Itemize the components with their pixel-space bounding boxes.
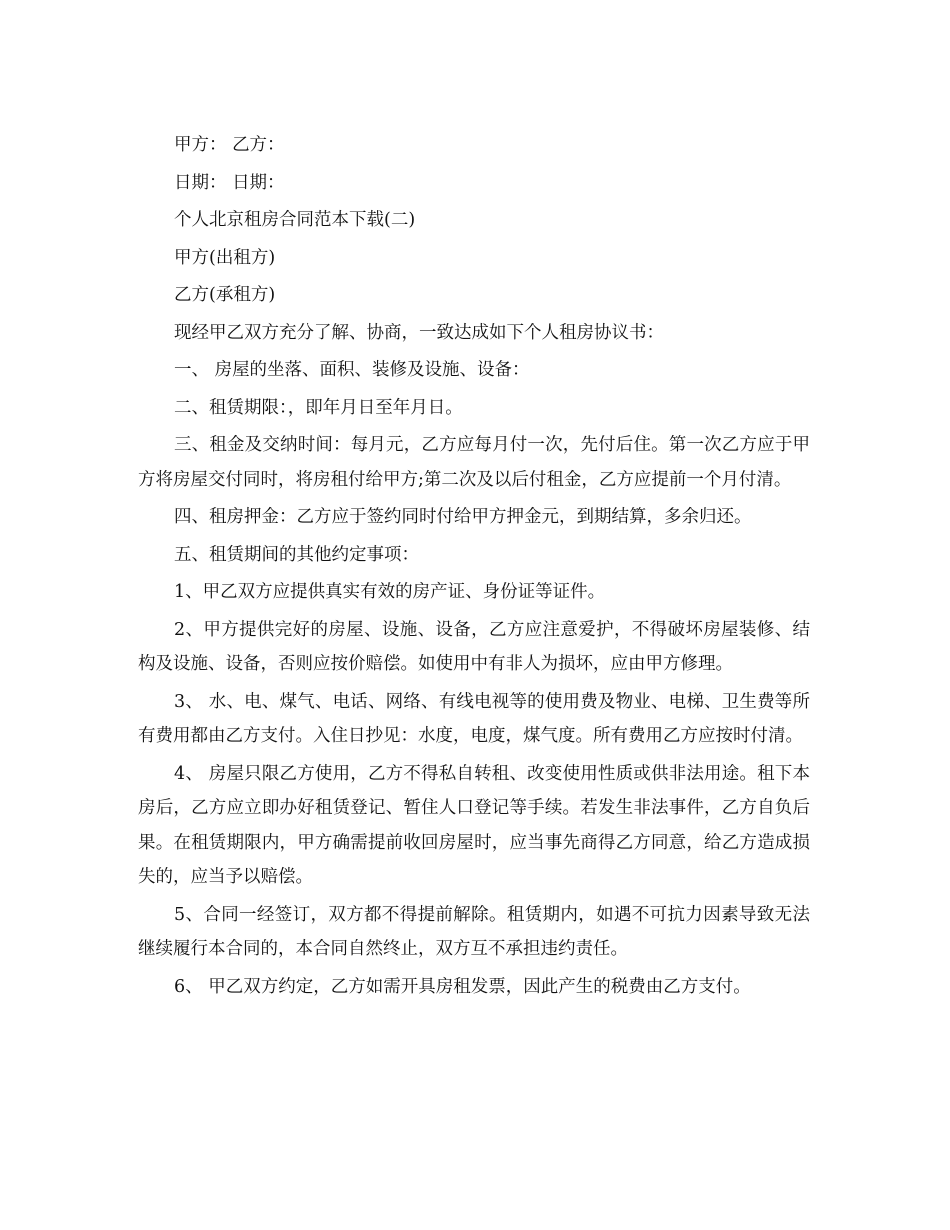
clause-4-deposit: 四、租房押金：乙方应于签约同时付给甲方押金元，到期结算，多余归还。 bbox=[174, 507, 752, 527]
term-item-2: 2、甲方提供完好的房屋、设施、设备，乙方应注意爱护，不得破坏房屋装修、结构及设施、设备，否则应按价赔偿。如使用中有非人为损坏，应由甲方修理。 bbox=[138, 619, 810, 674]
term-item-6: 6、 甲乙双方约定，乙方如需开具房租发票，因此产生的税费由乙方支付。 bbox=[174, 976, 751, 997]
term-item-4: 4、 房屋只限乙方使用，乙方不得私自转租、改变使用性质或供非法用途。租下本房后，乙方应立即办好租赁登记、暂住人口登记等手续。若发生非法事件，乙方自负后果。在租赁期限内，甲方确需提前收回房屋时，应当事先商得乙方同意，给乙方造成损失的，应当予以赔偿。 bbox=[138, 763, 810, 887]
party-a-label: 甲方(出租方) bbox=[174, 247, 276, 268]
clause-2-term: 二、租赁期限：，即年月日至年月日。 bbox=[174, 397, 463, 418]
party-signature-line: 甲方： 乙方： bbox=[174, 135, 285, 155]
term-item-3: 3、 水、电、煤气、电话、网络、有线电视等的使用费及物业、电梯、卫生费等所有费用都由乙方支付。入住日抄见：水度，电度，煤气度。所有费用乙方应按时付清。 bbox=[138, 691, 810, 746]
term-item-1: 1、甲乙双方应提供真实有效的房产证、身份证等证件。 bbox=[174, 582, 606, 602]
party-b-label: 乙方(承租方) bbox=[174, 285, 276, 305]
preamble-paragraph: 现经甲乙双方充分了解、协商，一致达成如下个人租房协议书： bbox=[174, 322, 664, 343]
clause-1-property: 一、 房屋的坐落、面积、装修及设施、设备： bbox=[174, 360, 530, 380]
clause-5-other-terms: 五、租赁期间的其他约定事项： bbox=[174, 544, 419, 565]
term-item-5: 5、合同一经签订，双方都不得提前解除。租赁期内，如遇不可抗力因素导致无法继续履行本合同的，本合同自然终止，双方互不承担违约责任。 bbox=[138, 904, 810, 959]
document-body bbox=[138, 128, 810, 1007]
date-signature-line: 日期： 日期： bbox=[174, 172, 285, 193]
contract-title: 个人北京租房合同范本下载(二) bbox=[174, 210, 416, 230]
clause-3-rent: 三、租金及交纳时间：每月元，乙方应每月付一次，先付后住。第一次乙方应于甲方将房屋交付同时，将房租付给甲方;第二次及以后付租金，乙方应提前一个月付清。 bbox=[138, 435, 810, 490]
